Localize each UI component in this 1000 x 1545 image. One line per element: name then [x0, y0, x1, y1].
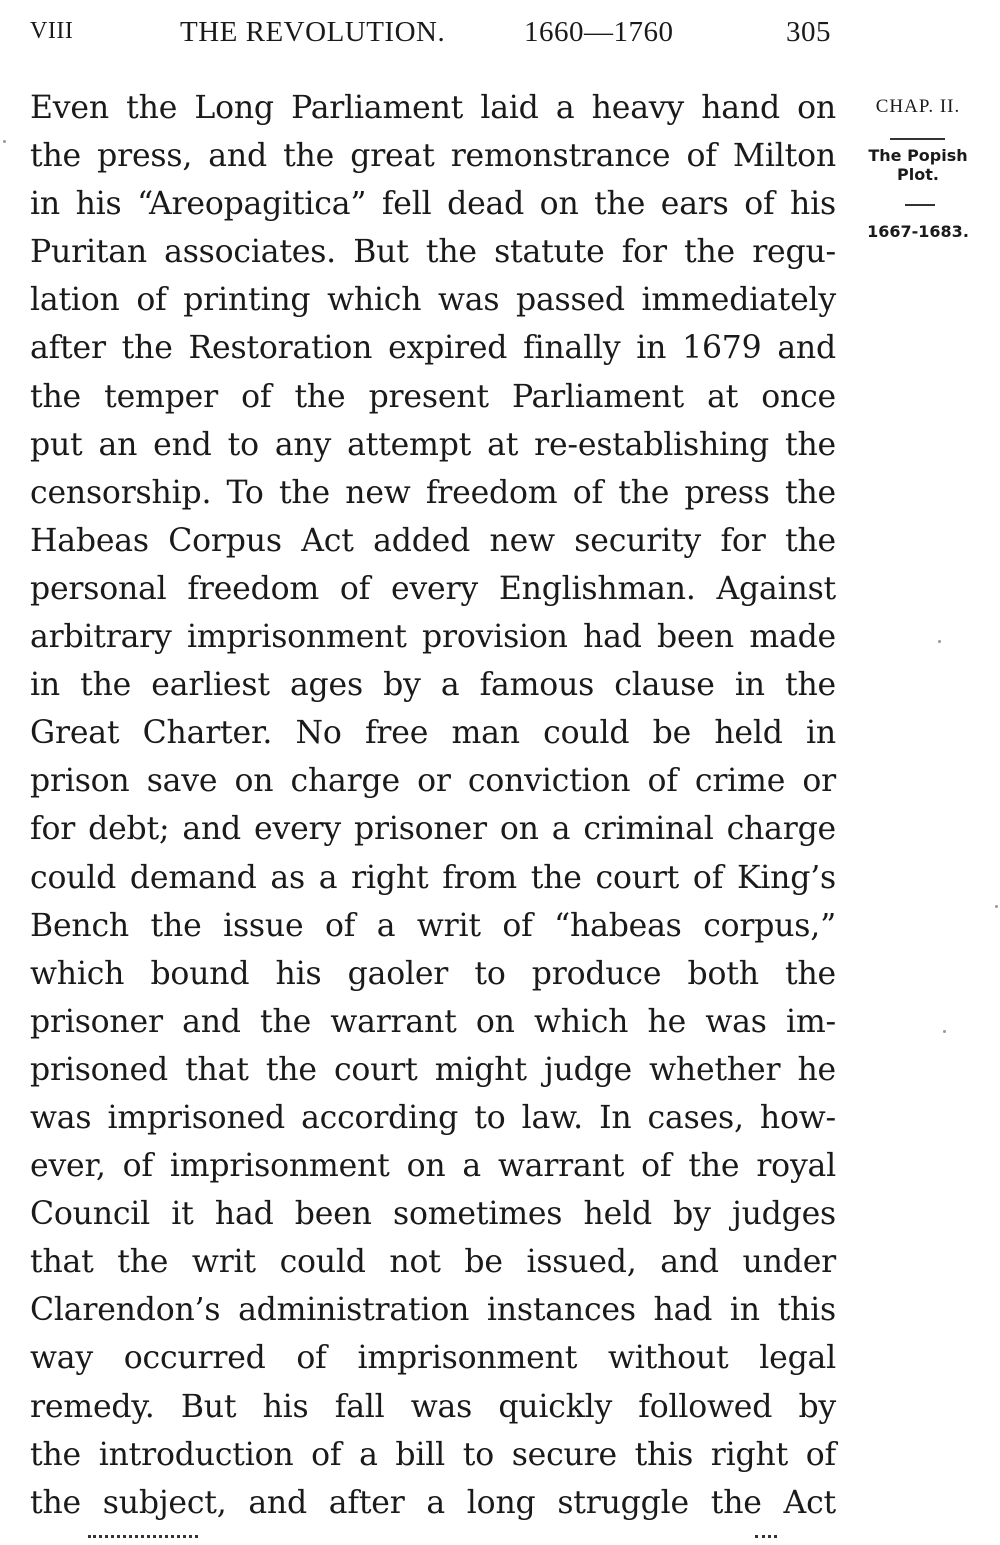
cropped-footer-signature: [80, 1533, 820, 1545]
body-line: remedy. But his fall was quickly followed by: [30, 1388, 836, 1425]
header-chapter-numeral: VIII: [30, 18, 74, 44]
body-line: Council it had been sometimes held by judges: [30, 1196, 836, 1233]
sidenote-topic-line: Plot.: [897, 165, 939, 184]
body-line: personal freedom of every Englishman. Against: [30, 570, 836, 607]
scan-speck: [938, 640, 941, 643]
sidenote-topic-line: The Popish: [868, 146, 968, 165]
sidenote-dates: 1667-1683.: [867, 222, 969, 241]
body-line: prison save on charge or conviction of crime or: [30, 763, 836, 800]
body-line: the subject, and after a long struggle the Act: [30, 1484, 836, 1521]
body-line: Clarendon’s administration instances had in this: [30, 1292, 836, 1329]
body-line: way occurred of imprisonment without legal: [30, 1340, 836, 1377]
header-title: THE REVOLUTION.: [180, 16, 446, 48]
sidenote-topic: [843, 146, 993, 184]
sidenote-chapter: CHAP. II.: [875, 96, 961, 117]
body-line: put an end to any attempt at re-establishing the: [30, 426, 836, 463]
scan-speck: [995, 905, 998, 908]
body-text: [30, 86, 836, 1529]
sidenote-divider: [905, 204, 935, 206]
body-line: in the earliest ages by a famous clause in the: [30, 667, 836, 704]
body-line: Great Charter. No free man could be held in: [30, 715, 836, 752]
header-years: 1660—1760: [524, 16, 674, 48]
body-line: Even the Long Parliament laid a heavy hand on: [30, 90, 836, 126]
body-line: in his “Areopagitica” fell dead on the ears of his: [30, 186, 836, 223]
body-line: that the writ could not be issued, and under: [30, 1244, 836, 1281]
body-line: arbitrary imprisonment provision had been made: [30, 619, 836, 656]
sidenote-divider: [890, 138, 945, 140]
body-line: Habeas Corpus Act added new security for the: [30, 522, 836, 559]
body-line: Puritan associates. But the statute for the regu-: [30, 234, 836, 271]
body-line: the temper of the present Parliament at once: [30, 378, 836, 415]
running-header: [30, 14, 835, 54]
body-line: ever, of imprisonment on a warrant of the royal: [30, 1148, 836, 1185]
body-line: prisoned that the court might judge whether he: [30, 1051, 836, 1088]
body-line: which bound his gaoler to produce both the: [30, 955, 836, 992]
body-line: the introduction of a bill to secure this right of: [30, 1436, 836, 1473]
body-line: the press, and the great remonstrance of Milton: [30, 138, 836, 175]
body-line: lation of printing which was passed immediately: [30, 282, 836, 319]
body-line: censorship. To the new freedom of the press the: [30, 474, 836, 511]
body-line: prisoner and the warrant on which he was im-: [30, 1003, 836, 1040]
body-line: was imprisoned according to law. In cases, how-: [30, 1099, 836, 1136]
scan-speck: [943, 1030, 946, 1033]
scan-speck: [3, 140, 6, 143]
body-line: could demand as a right from the court of King’s: [30, 859, 836, 896]
body-line: for debt; and every prisoner on a criminal charge: [30, 811, 836, 848]
body-line: Bench the issue of a writ of “habeas corpus,”: [30, 907, 836, 944]
body-line: after the Restoration expired finally in 1679 and: [30, 330, 836, 367]
page-number: 305: [786, 16, 831, 48]
